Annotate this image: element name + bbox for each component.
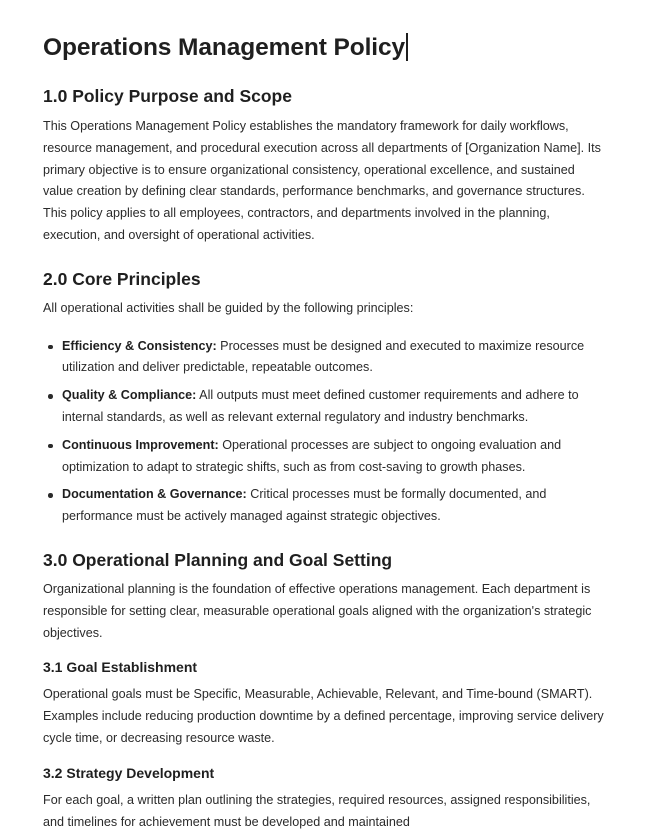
document-title-text[interactable]: Operations Management Policy: [43, 34, 406, 61]
list-item[interactable]: [62, 435, 608, 479]
section-2-intro[interactable]: All operational activities shall be guided by the following principles:: [43, 300, 414, 315]
section-1-heading[interactable]: 1.0 Policy Purpose and Scope: [43, 86, 292, 106]
principle-text: Processes must be designed and executed to maximize resource utilization and deliver predictable, repeatable outcomes.: [62, 338, 585, 375]
list-item[interactable]: [62, 484, 608, 528]
section-3-body[interactable]: Organizational planning is the foundation of effective operations management. Each department is responsible for setting clear, measurable operational goals aligned with the organization's strategic objectives.: [43, 581, 592, 640]
principle-text: Operational processes are subject to ongoing evaluation and optimization to adapt to strategic shifts, such as from cost-saving to growth phases.: [62, 437, 562, 474]
document-body: [43, 85, 608, 833]
list-item[interactable]: [62, 336, 608, 380]
principle-term: Documentation & Governance:: [62, 487, 247, 502]
principle-term: Quality & Compliance:: [62, 388, 197, 403]
bullet-icon: [48, 345, 53, 350]
subsection-3-1-body[interactable]: Operational goals must be Specific, Measurable, Achievable, Relevant, and Time-bound (SMART). Examples include reducing production downtime by a defined percentage, improving service delivery cycle time, or decreasing resource waste.: [43, 687, 604, 745]
principles-list: [43, 336, 608, 528]
section-1-body[interactable]: This Operations Management Policy establishes the mandatory framework for daily workflows, resource management, and procedural execution across all departments of [Organization Name]. Its primary objective is to ensure organizational consistency, operational excellence, and sustained value creation by defining clear standards, performance benchmarks, and governance structures. This policy applies to all employees, contractors, and departments involved in the planning, execution, and oversight of operational activities.: [43, 119, 601, 242]
list-item[interactable]: [62, 385, 608, 429]
subsection-3-1-heading[interactable]: 3.1 Goal Establishment: [43, 659, 198, 676]
principle-text: Critical processes must be formally documented, and performance must be actively managed against strategic objectives.: [62, 487, 547, 524]
principle-term: Continuous Improvement:: [62, 437, 219, 452]
subsection-3-2-body[interactable]: For each goal, a written plan outlining the strategies, required resources, assigned responsibilities, and timelines for achievement must be developed and maintained: [43, 792, 591, 829]
document-title[interactable]: [43, 33, 408, 62]
section-2-heading[interactable]: 2.0 Core Principles: [43, 268, 201, 289]
bullet-icon: [48, 394, 53, 399]
principle-term: Efficiency & Consistency:: [62, 338, 217, 353]
bullet-icon: [48, 444, 53, 449]
principle-text: All outputs must meet defined customer requirements and adhere to internal standards, as well as relevant external regulatory and industry benchmarks.: [62, 388, 579, 424]
text-cursor: [406, 33, 408, 61]
subsection-3-2-heading[interactable]: 3.2 Strategy Development: [43, 764, 215, 781]
section-3-heading[interactable]: 3.0 Operational Planning and Goal Setting: [43, 549, 393, 570]
bullet-icon: [48, 493, 53, 498]
